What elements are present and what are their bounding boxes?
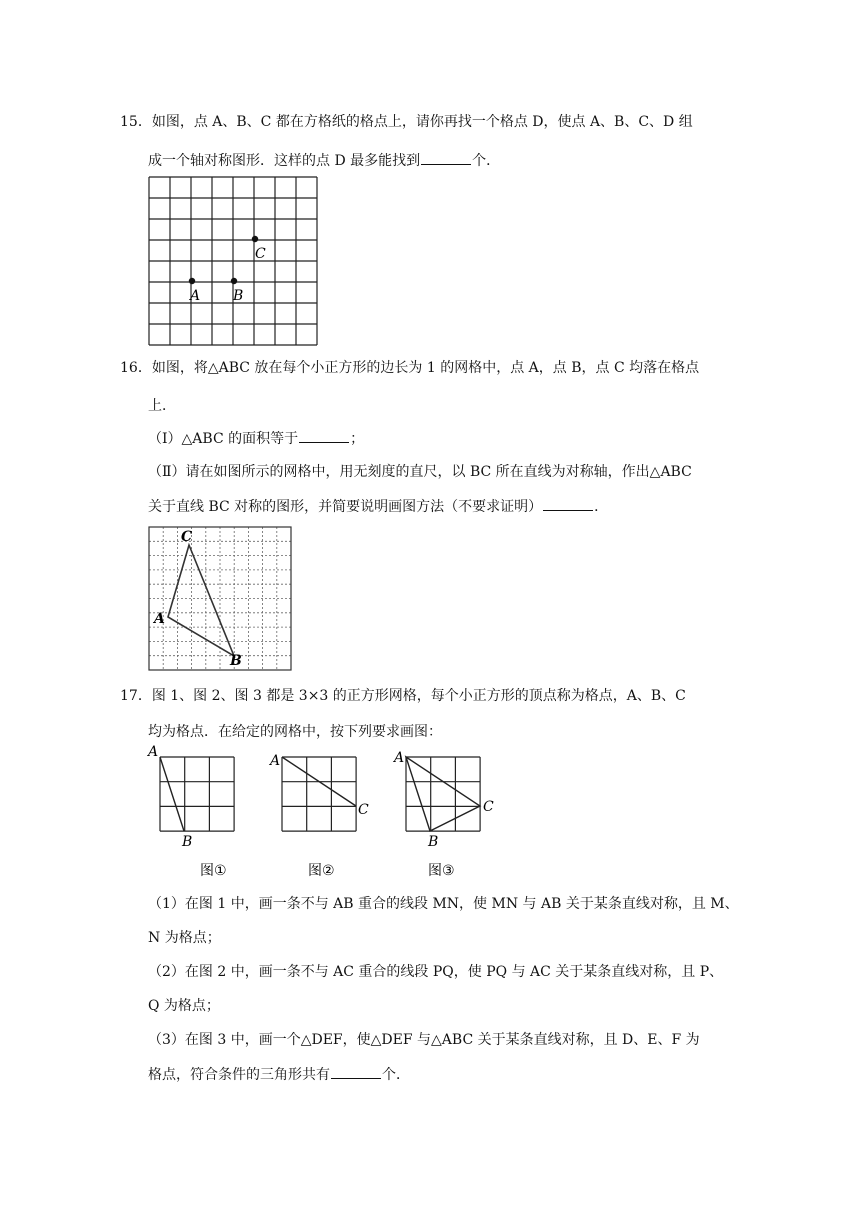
- q17-fig2-caption: 图②: [308, 863, 335, 879]
- q17-item3-line2: [148, 1064, 410, 1085]
- q17-item3-answer-blank[interactable]: [331, 1064, 381, 1079]
- q17-item3-line2-pre: 格点，符合条件的三角形共有: [148, 1067, 330, 1083]
- q17-fig1-caption: 图①: [200, 863, 227, 879]
- q17-fig2-label-c: C: [358, 802, 369, 818]
- q15-label-b: B: [233, 288, 244, 304]
- q15-text-line1: 15．如图，点 A、B、C 都在方格纸的格点上，请你再找一个格点 D，使点 A、B、C、D 组: [120, 114, 693, 130]
- q16-triangle-abc: [168, 545, 234, 656]
- q17-figure-1: [146, 742, 246, 882]
- q17-fig3-label-a: A: [394, 750, 405, 766]
- q17-fig1-label-a: A: [148, 744, 159, 760]
- q15-point-a: [189, 278, 195, 284]
- q17-fig1-label-b: B: [182, 834, 193, 850]
- q17-fig1-segment-ab: [160, 757, 184, 831]
- q16-label-b: B: [230, 653, 242, 669]
- q17-text-line1: 17．图 1、图 2、图 3 都是 3×3 的正方形网格，每个小正方形的顶点称为格点，A、B、C: [120, 688, 686, 704]
- q16-part2-answer-blank[interactable]: [543, 496, 593, 511]
- q15-answer-blank[interactable]: [421, 150, 471, 165]
- q17-item3-line1: （3）在图 3 中，画一个△DEF，使△DEF 与△ABC 关于某条直线对称，且 D、E、F 为: [148, 1032, 700, 1048]
- q16-grid-figure: [148, 526, 294, 674]
- q16-part2-line1: （Ⅱ）请在如图所示的网格中，用无刻度的直尺，以 BC 所在直线为对称轴，作出△ABC: [148, 464, 692, 480]
- q16-text-line1: 16．如图，将△ABC 放在每个小正方形的边长为 1 的网格中，点 A，点 B，点 C 均落在格点: [120, 360, 700, 376]
- q16-label-a: A: [154, 611, 165, 627]
- q17-item2-line1: （2）在图 2 中，画一条不与 AC 重合的线段 PQ，使 PQ 与 AC 关于某条直线对称，且 P、: [148, 964, 724, 980]
- q17-fig3-label-c: C: [483, 799, 494, 815]
- q16-part1: [148, 428, 364, 449]
- q17-figure-3: [392, 742, 502, 882]
- q17-figure-2: [268, 742, 378, 882]
- q15-text-line2-pre: 成一个轴对称图形．这样的点 D 最多能找到: [148, 153, 421, 169]
- q17-fig3-label-b: B: [428, 834, 439, 850]
- q16-part2-line2-post: ．: [594, 499, 609, 515]
- q15-text-line2-post: 个．: [472, 153, 501, 169]
- q17-fig3-caption: 图③: [428, 863, 455, 879]
- q15-label-a: A: [190, 288, 201, 304]
- q16-part2-line2-pre: 关于直线 BC 对称的图形，并简要说明画图方法（不要求证明）: [148, 499, 543, 515]
- q15-text-line2: [148, 150, 500, 171]
- q15-label-c: C: [255, 246, 266, 262]
- q17-fig2-label-a: A: [270, 753, 281, 769]
- q17-item2-line2: Q 为格点；: [148, 998, 220, 1014]
- q15-point-c: [252, 236, 258, 242]
- q16-part1-post: ；: [350, 431, 365, 447]
- q17-item1-line2: N 为格点；: [148, 930, 221, 946]
- q17-fig3-triangle-abc: [406, 757, 480, 831]
- q16-label-c: C: [181, 529, 193, 545]
- q16-part1-answer-blank[interactable]: [299, 428, 349, 443]
- q17-item3-line2-post: 个．: [382, 1067, 410, 1083]
- q15-point-b: [231, 278, 237, 284]
- q15-grid-figure: [148, 176, 320, 348]
- q16-part2-line2: [148, 496, 608, 517]
- q17-text-line2: 均为格点．在给定的网格中，按下列要求画图：: [148, 724, 442, 740]
- q17-item1-line1: （1）在图 1 中，画一条不与 AB 重合的线段 MN，使 MN 与 AB 关于某条直线对称，且 M、: [148, 896, 739, 912]
- q16-part1-pre: （Ⅰ）△ABC 的面积等于: [148, 431, 299, 447]
- q16-text-line2: 上．: [148, 398, 176, 414]
